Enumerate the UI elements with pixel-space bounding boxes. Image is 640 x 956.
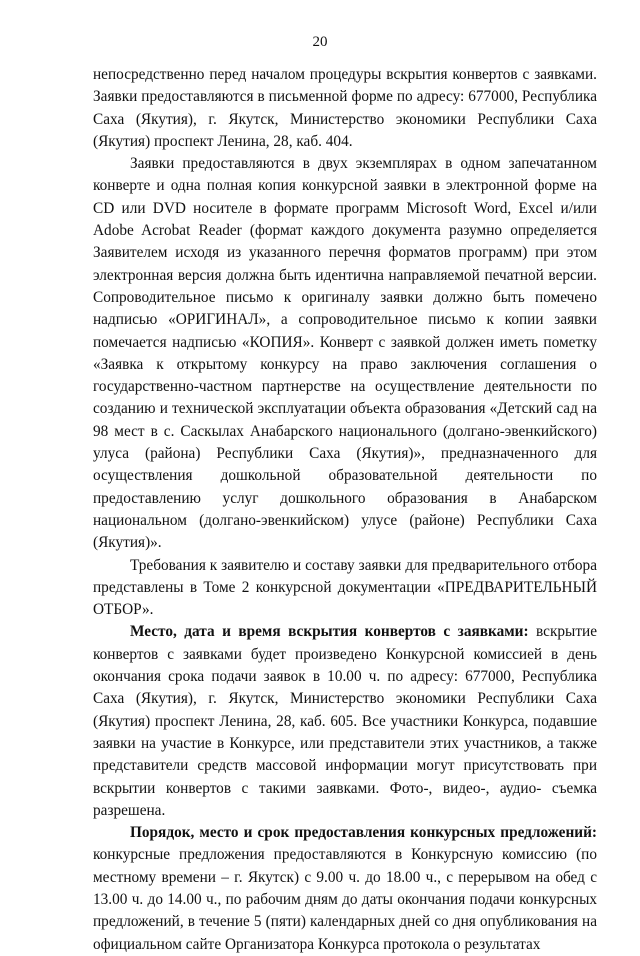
paragraph-2: Заявки предоставляются в двух экземплярах в одном запечатанном конверте и одна полная копия конкурсной заявки в электронной форме на CD или DVD носителе в формате программ Microsoft Word, Excel и/или Adobe Acrobat Reader (формат каждого документа разумно определяется Заявителем исходя из указанного перечня форматов программ) при этом электронная версия должна быть идентична направляемой печатной версии. Сопроводительное письмо к оригиналу заявки должно быть помечено надписью «ОРИГИНАЛ», а сопроводительное письмо к копии заявки помечается надписью «КОПИЯ». Конверт с заявкой должен иметь пометку «Заявка к открытому конкурсу на право заключения соглашения о государственно-частном партнерстве на осуществление деятельности по созданию и технической эксплуатации объекта образования «Детский сад на 98 мест в с. Саскылах Анабарского национального (долгано-эвенкийского) улуса (района) Республики Саха (Якутия)», предназначенного для осуществления дошкольной образовательной деятельности по предоставлению услуг дошкольного образования в Анабарском национальном (долгано-эвенкийском) улусе (районе) Республики Саха (Якутия)».	[93, 155, 597, 552]
paragraph-5-heading: Порядок, место и срок предоставления конкурсных предложений:	[130, 824, 597, 842]
paragraph-1: непосредственно перед началом процедуры вскрытия конвертов с заявками. Заявки предоставляются в письменной форме по адресу: 677000, Республика Саха (Якутия), г. Якутск, Министерство экономики Республики Саха (Якутия) проспект Ленина, 28, каб. 404.	[93, 66, 597, 150]
paragraph-4-text: вскрытие конвертов с заявками будет произведено Конкурсной комиссией в день окончания срока подачи заявок в 10.00 ч. по адресу: 677000, Республика Саха (Якутия), г. Якутск, Министерство экономики Республики Саха (Якутия) проспект Ленина, 28, каб. 605. Все участники Конкурса, подавшие заявки на участие в Конкурсе, или представители этих участников, а также представители средств массовой информации могут присутствовать при вскрытии конвертов с такими заявками. Фото-, видео-, аудио- съемка разрешена.	[93, 623, 597, 819]
page-number: 20	[312, 34, 328, 50]
paragraph-4	[93, 621, 597, 822]
paragraph-5	[93, 822, 597, 956]
document-body	[93, 64, 597, 956]
paragraph-5-text: конкурсные предложения предоставляются в Конкурсную комиссию (по местному времени – г. Якутск) с 9.00 ч. до 18.00 ч., с перерывом на обед с 13.00 ч. до 14.00 ч., по рабочим дням до даты окончания подачи конкурсных предложений, в течение 5 (пяти) календарных дней со дня опубликования на официальном сайте Организатора Конкурса протокола о результатах	[93, 846, 597, 953]
paragraph-4-heading: Место, дата и время вскрытия конвертов с заявками:	[130, 623, 529, 641]
paragraph-3: Требования к заявителю и составу заявки для предварительного отбора представлены в Томе 2 конкурсной документации «ПРЕДВАРИТЕЛЬНЫЙ ОТБОР».	[93, 556, 597, 619]
